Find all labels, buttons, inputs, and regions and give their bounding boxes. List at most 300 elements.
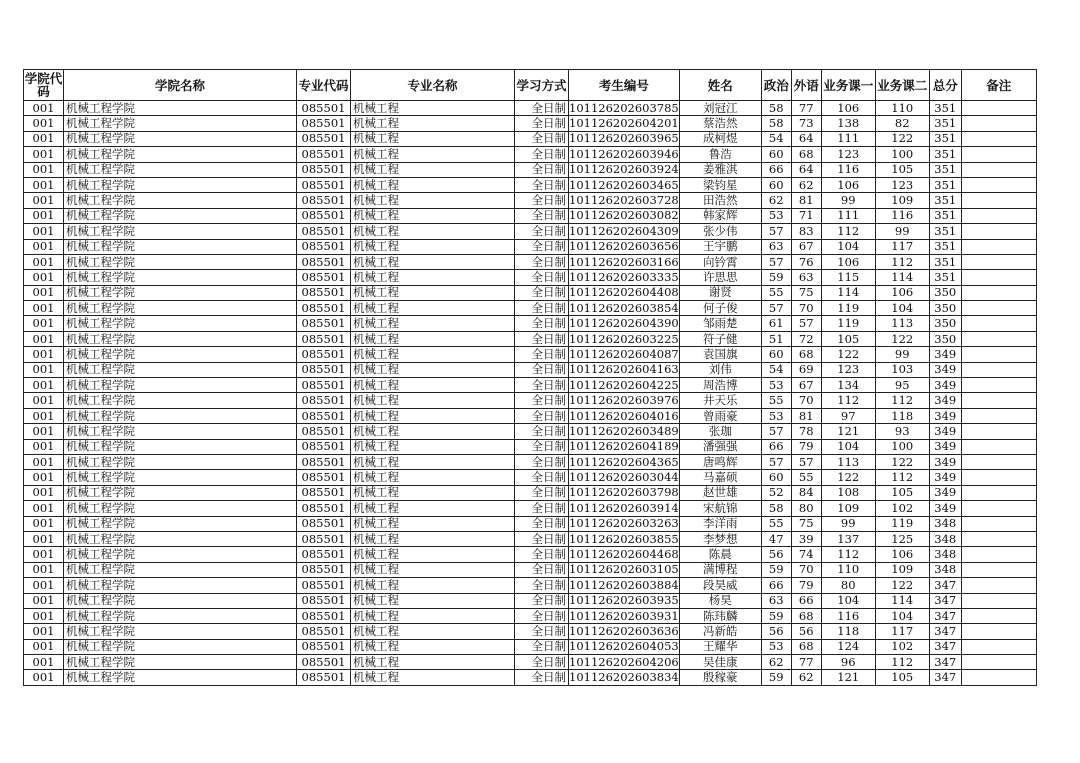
cell-college-code: 001 bbox=[24, 116, 64, 131]
cell-college-name: 机械工程学院 bbox=[64, 593, 297, 608]
cell-college-code: 001 bbox=[24, 270, 64, 285]
cell-remark bbox=[961, 177, 1036, 192]
header-course-1: 业务课一 bbox=[821, 70, 875, 101]
table-row bbox=[24, 531, 1037, 546]
cell-college-code: 001 bbox=[24, 393, 64, 408]
cell-politics: 47 bbox=[761, 531, 791, 546]
cell-major-name: 机械工程 bbox=[351, 331, 515, 346]
cell-remark bbox=[961, 285, 1036, 300]
cell-politics: 59 bbox=[761, 562, 791, 577]
cell-remark bbox=[961, 608, 1036, 623]
cell-course-2: 103 bbox=[875, 362, 929, 377]
cell-course-2: 112 bbox=[875, 655, 929, 670]
table-row bbox=[24, 116, 1037, 131]
cell-college-code: 001 bbox=[24, 547, 64, 562]
cell-politics: 60 bbox=[761, 147, 791, 162]
cell-remark bbox=[961, 501, 1036, 516]
cell-college-name: 机械工程学院 bbox=[64, 578, 297, 593]
cell-course-2: 116 bbox=[875, 208, 929, 223]
cell-study-mode: 全日制 bbox=[515, 147, 569, 162]
cell-name: 潘强强 bbox=[679, 439, 761, 454]
cell-college-code: 001 bbox=[24, 501, 64, 516]
table-row bbox=[24, 285, 1037, 300]
cell-exam-number: 101126202603855 bbox=[569, 531, 679, 546]
table-row bbox=[24, 655, 1037, 670]
cell-total: 347 bbox=[929, 578, 961, 593]
cell-total: 351 bbox=[929, 254, 961, 269]
table-row bbox=[24, 239, 1037, 254]
cell-remark bbox=[961, 439, 1036, 454]
cell-major-name: 机械工程 bbox=[351, 131, 515, 146]
cell-remark bbox=[961, 362, 1036, 377]
cell-major-code: 085501 bbox=[297, 655, 351, 670]
table-row bbox=[24, 224, 1037, 239]
cell-study-mode: 全日制 bbox=[515, 177, 569, 192]
cell-name: 宋航锦 bbox=[679, 501, 761, 516]
cell-course-1: 104 bbox=[821, 239, 875, 254]
cell-study-mode: 全日制 bbox=[515, 393, 569, 408]
cell-major-name: 机械工程 bbox=[351, 316, 515, 331]
cell-major-code: 085501 bbox=[297, 408, 351, 423]
cell-course-2: 117 bbox=[875, 239, 929, 254]
cell-course-2: 118 bbox=[875, 408, 929, 423]
cell-foreign-language: 66 bbox=[791, 593, 821, 608]
cell-total: 347 bbox=[929, 608, 961, 623]
table-row bbox=[24, 608, 1037, 623]
cell-course-2: 99 bbox=[875, 224, 929, 239]
cell-major-code: 085501 bbox=[297, 670, 351, 685]
cell-name: 成柯煜 bbox=[679, 131, 761, 146]
cell-major-name: 机械工程 bbox=[351, 193, 515, 208]
cell-course-1: 118 bbox=[821, 624, 875, 639]
cell-course-1: 108 bbox=[821, 485, 875, 500]
cell-college-name: 机械工程学院 bbox=[64, 624, 297, 639]
cell-major-code: 085501 bbox=[297, 101, 351, 116]
cell-politics: 57 bbox=[761, 224, 791, 239]
cell-major-name: 机械工程 bbox=[351, 593, 515, 608]
cell-total: 351 bbox=[929, 116, 961, 131]
cell-politics: 59 bbox=[761, 270, 791, 285]
cell-college-code: 001 bbox=[24, 316, 64, 331]
cell-course-1: 99 bbox=[821, 516, 875, 531]
cell-foreign-language: 62 bbox=[791, 670, 821, 685]
cell-name: 唐鸣辉 bbox=[679, 454, 761, 469]
cell-study-mode: 全日制 bbox=[515, 608, 569, 623]
cell-politics: 66 bbox=[761, 439, 791, 454]
cell-politics: 51 bbox=[761, 331, 791, 346]
cell-course-2: 112 bbox=[875, 393, 929, 408]
cell-course-1: 99 bbox=[821, 193, 875, 208]
cell-politics: 66 bbox=[761, 162, 791, 177]
cell-course-2: 105 bbox=[875, 485, 929, 500]
cell-course-1: 119 bbox=[821, 316, 875, 331]
cell-total: 351 bbox=[929, 177, 961, 192]
cell-name: 张少伟 bbox=[679, 224, 761, 239]
cell-study-mode: 全日制 bbox=[515, 331, 569, 346]
cell-remark bbox=[961, 101, 1036, 116]
cell-remark bbox=[961, 424, 1036, 439]
cell-total: 351 bbox=[929, 224, 961, 239]
cell-exam-number: 101126202604390 bbox=[569, 316, 679, 331]
cell-study-mode: 全日制 bbox=[515, 378, 569, 393]
cell-course-2: 112 bbox=[875, 254, 929, 269]
cell-college-code: 001 bbox=[24, 655, 64, 670]
cell-politics: 56 bbox=[761, 547, 791, 562]
cell-politics: 56 bbox=[761, 624, 791, 639]
cell-study-mode: 全日制 bbox=[515, 193, 569, 208]
cell-politics: 57 bbox=[761, 301, 791, 316]
cell-foreign-language: 55 bbox=[791, 470, 821, 485]
cell-course-2: 102 bbox=[875, 501, 929, 516]
cell-college-name: 机械工程学院 bbox=[64, 470, 297, 485]
cell-major-name: 机械工程 bbox=[351, 516, 515, 531]
cell-remark bbox=[961, 301, 1036, 316]
cell-course-2: 122 bbox=[875, 331, 929, 346]
cell-total: 348 bbox=[929, 531, 961, 546]
cell-course-2: 95 bbox=[875, 378, 929, 393]
cell-total: 349 bbox=[929, 362, 961, 377]
header-exam-number: 考生编号 bbox=[569, 70, 680, 101]
cell-foreign-language: 63 bbox=[791, 270, 821, 285]
table-row bbox=[24, 131, 1037, 146]
cell-major-name: 机械工程 bbox=[351, 224, 515, 239]
cell-study-mode: 全日制 bbox=[515, 485, 569, 500]
cell-study-mode: 全日制 bbox=[515, 162, 569, 177]
cell-study-mode: 全日制 bbox=[515, 254, 569, 269]
cell-college-code: 001 bbox=[24, 193, 64, 208]
table-row bbox=[24, 378, 1037, 393]
table-row bbox=[24, 593, 1037, 608]
cell-major-code: 085501 bbox=[297, 224, 351, 239]
cell-college-code: 001 bbox=[24, 516, 64, 531]
cell-major-name: 机械工程 bbox=[351, 285, 515, 300]
cell-course-1: 112 bbox=[821, 224, 875, 239]
table-row bbox=[24, 439, 1037, 454]
cell-remark bbox=[961, 239, 1036, 254]
cell-major-code: 085501 bbox=[297, 301, 351, 316]
cell-name: 满博程 bbox=[679, 562, 761, 577]
cell-course-1: 112 bbox=[821, 393, 875, 408]
cell-major-code: 085501 bbox=[297, 177, 351, 192]
table-row bbox=[24, 101, 1037, 116]
cell-politics: 60 bbox=[761, 177, 791, 192]
cell-study-mode: 全日制 bbox=[515, 547, 569, 562]
cell-politics: 53 bbox=[761, 639, 791, 654]
cell-major-code: 085501 bbox=[297, 316, 351, 331]
cell-name: 吴佳康 bbox=[679, 655, 761, 670]
cell-remark bbox=[961, 485, 1036, 500]
cell-major-code: 085501 bbox=[297, 531, 351, 546]
cell-total: 351 bbox=[929, 131, 961, 146]
cell-exam-number: 101126202604201 bbox=[569, 116, 679, 131]
cell-remark bbox=[961, 562, 1036, 577]
cell-college-code: 001 bbox=[24, 485, 64, 500]
table-row bbox=[24, 162, 1037, 177]
cell-politics: 58 bbox=[761, 116, 791, 131]
cell-college-code: 001 bbox=[24, 147, 64, 162]
cell-major-code: 085501 bbox=[297, 347, 351, 362]
cell-remark bbox=[961, 162, 1036, 177]
cell-exam-number: 101126202603044 bbox=[569, 470, 679, 485]
cell-exam-number: 101126202604087 bbox=[569, 346, 679, 361]
cell-study-mode: 全日制 bbox=[515, 224, 569, 239]
cell-study-mode: 全日制 bbox=[515, 316, 569, 331]
cell-course-1: 112 bbox=[821, 547, 875, 562]
cell-course-1: 114 bbox=[821, 285, 875, 300]
cell-total: 351 bbox=[929, 147, 961, 162]
cell-remark bbox=[961, 578, 1036, 593]
cell-foreign-language: 79 bbox=[791, 578, 821, 593]
cell-college-name: 机械工程学院 bbox=[64, 147, 297, 162]
cell-remark bbox=[961, 655, 1036, 670]
cell-foreign-language: 64 bbox=[791, 162, 821, 177]
cell-exam-number: 101126202603931 bbox=[569, 608, 679, 623]
cell-course-1: 122 bbox=[821, 470, 875, 485]
cell-college-name: 机械工程学院 bbox=[64, 193, 297, 208]
header-college-code: 学院代码 bbox=[24, 71, 63, 99]
cell-course-2: 105 bbox=[875, 162, 929, 177]
cell-college-name: 机械工程学院 bbox=[64, 516, 297, 531]
cell-politics: 63 bbox=[761, 593, 791, 608]
cell-college-code: 001 bbox=[24, 331, 64, 346]
cell-foreign-language: 57 bbox=[791, 316, 821, 331]
cell-total: 349 bbox=[929, 454, 961, 469]
table-row bbox=[24, 347, 1037, 362]
cell-college-name: 机械工程学院 bbox=[64, 177, 297, 192]
cell-major-name: 机械工程 bbox=[351, 501, 515, 516]
cell-course-1: 134 bbox=[821, 378, 875, 393]
cell-politics: 66 bbox=[761, 578, 791, 593]
cell-name: 李洋雨 bbox=[679, 516, 761, 531]
cell-major-code: 085501 bbox=[297, 193, 351, 208]
cell-total: 350 bbox=[929, 285, 961, 300]
cell-college-code: 001 bbox=[24, 301, 64, 316]
cell-course-1: 116 bbox=[821, 162, 875, 177]
cell-exam-number: 101126202603924 bbox=[569, 162, 679, 177]
cell-college-code: 001 bbox=[24, 531, 64, 546]
cell-course-2: 113 bbox=[875, 316, 929, 331]
cell-exam-number: 101126202603914 bbox=[569, 500, 679, 515]
cell-study-mode: 全日制 bbox=[515, 301, 569, 316]
cell-remark bbox=[961, 454, 1036, 469]
cell-foreign-language: 75 bbox=[791, 516, 821, 531]
cell-foreign-language: 56 bbox=[791, 624, 821, 639]
cell-remark bbox=[961, 347, 1036, 362]
cell-politics: 61 bbox=[761, 316, 791, 331]
cell-remark bbox=[961, 331, 1036, 346]
cell-course-2: 123 bbox=[875, 177, 929, 192]
cell-major-name: 机械工程 bbox=[351, 208, 515, 223]
cell-remark bbox=[961, 624, 1036, 639]
cell-foreign-language: 77 bbox=[791, 655, 821, 670]
cell-major-name: 机械工程 bbox=[351, 470, 515, 485]
cell-course-1: 105 bbox=[821, 331, 875, 346]
cell-exam-number: 101126202603965 bbox=[569, 131, 679, 146]
cell-exam-number: 101126202603636 bbox=[569, 623, 679, 638]
cell-study-mode: 全日制 bbox=[515, 655, 569, 670]
header-study-mode: 学习方式 bbox=[515, 70, 569, 101]
cell-study-mode: 全日制 bbox=[515, 101, 569, 116]
cell-foreign-language: 84 bbox=[791, 485, 821, 500]
cell-major-name: 机械工程 bbox=[351, 547, 515, 562]
cell-major-code: 085501 bbox=[297, 378, 351, 393]
cell-remark bbox=[961, 670, 1036, 685]
cell-college-code: 001 bbox=[24, 562, 64, 577]
cell-course-2: 117 bbox=[875, 624, 929, 639]
cell-politics: 60 bbox=[761, 347, 791, 362]
cell-course-1: 80 bbox=[821, 578, 875, 593]
cell-major-name: 机械工程 bbox=[351, 562, 515, 577]
cell-study-mode: 全日制 bbox=[515, 208, 569, 223]
table-row bbox=[24, 193, 1037, 208]
header-foreign-language: 外语 bbox=[791, 70, 821, 101]
cell-study-mode: 全日制 bbox=[515, 454, 569, 469]
cell-college-name: 机械工程学院 bbox=[64, 224, 297, 239]
cell-exam-number: 101126202603785 bbox=[569, 100, 679, 115]
cell-major-code: 085501 bbox=[297, 439, 351, 454]
cell-remark bbox=[961, 193, 1036, 208]
cell-politics: 62 bbox=[761, 655, 791, 670]
table-row bbox=[24, 208, 1037, 223]
table-row bbox=[24, 470, 1037, 485]
cell-name: 冯新皓 bbox=[679, 624, 761, 639]
cell-study-mode: 全日制 bbox=[515, 470, 569, 485]
cell-college-code: 001 bbox=[24, 254, 64, 269]
cell-politics: 53 bbox=[761, 208, 791, 223]
cell-college-name: 机械工程学院 bbox=[64, 347, 297, 362]
cell-foreign-language: 73 bbox=[791, 116, 821, 131]
cell-name: 曾雨豪 bbox=[679, 408, 761, 423]
cell-name: 周浩博 bbox=[679, 378, 761, 393]
cell-exam-number: 101126202604225 bbox=[569, 377, 679, 392]
cell-major-code: 085501 bbox=[297, 285, 351, 300]
cell-college-code: 001 bbox=[24, 439, 64, 454]
cell-college-name: 机械工程学院 bbox=[64, 316, 297, 331]
cell-exam-number: 101126202603465 bbox=[569, 177, 679, 192]
cell-politics: 62 bbox=[761, 193, 791, 208]
cell-name: 符子健 bbox=[679, 331, 761, 346]
admission-score-table bbox=[23, 69, 1037, 686]
cell-course-1: 138 bbox=[821, 116, 875, 131]
cell-major-code: 085501 bbox=[297, 208, 351, 223]
cell-major-code: 085501 bbox=[297, 147, 351, 162]
cell-foreign-language: 70 bbox=[791, 562, 821, 577]
cell-course-1: 123 bbox=[821, 147, 875, 162]
cell-major-code: 085501 bbox=[297, 608, 351, 623]
table-row bbox=[24, 624, 1037, 639]
cell-total: 349 bbox=[929, 408, 961, 423]
cell-major-code: 085501 bbox=[297, 331, 351, 346]
cell-course-1: 106 bbox=[821, 101, 875, 116]
cell-course-1: 119 bbox=[821, 301, 875, 316]
cell-name: 蔡浩然 bbox=[679, 116, 761, 131]
cell-major-name: 机械工程 bbox=[351, 439, 515, 454]
cell-college-name: 机械工程学院 bbox=[64, 331, 297, 346]
cell-course-1: 122 bbox=[821, 347, 875, 362]
cell-foreign-language: 71 bbox=[791, 208, 821, 223]
cell-major-name: 机械工程 bbox=[351, 270, 515, 285]
cell-study-mode: 全日制 bbox=[515, 593, 569, 608]
cell-major-name: 机械工程 bbox=[351, 239, 515, 254]
header-total: 总分 bbox=[929, 70, 961, 101]
cell-college-code: 001 bbox=[24, 362, 64, 377]
cell-exam-number: 101126202604309 bbox=[569, 223, 679, 238]
cell-major-code: 085501 bbox=[297, 547, 351, 562]
cell-name: 井天乐 bbox=[679, 393, 761, 408]
header-name: 姓名 bbox=[679, 70, 761, 101]
cell-name: 段昊威 bbox=[679, 578, 761, 593]
cell-major-name: 机械工程 bbox=[351, 624, 515, 639]
cell-foreign-language: 68 bbox=[791, 639, 821, 654]
cell-foreign-language: 75 bbox=[791, 285, 821, 300]
cell-course-2: 114 bbox=[875, 270, 929, 285]
cell-politics: 60 bbox=[761, 470, 791, 485]
cell-college-name: 机械工程学院 bbox=[64, 254, 297, 269]
cell-course-2: 104 bbox=[875, 608, 929, 623]
cell-exam-number: 101126202604408 bbox=[569, 285, 679, 300]
cell-foreign-language: 83 bbox=[791, 224, 821, 239]
cell-exam-number: 101126202603335 bbox=[569, 269, 679, 284]
cell-major-code: 085501 bbox=[297, 393, 351, 408]
cell-name: 梁钧星 bbox=[679, 177, 761, 192]
cell-name: 王宇鹏 bbox=[679, 239, 761, 254]
cell-total: 349 bbox=[929, 501, 961, 516]
cell-politics: 57 bbox=[761, 454, 791, 469]
cell-college-code: 001 bbox=[24, 593, 64, 608]
cell-college-code: 001 bbox=[24, 408, 64, 423]
cell-total: 349 bbox=[929, 439, 961, 454]
cell-major-code: 085501 bbox=[297, 562, 351, 577]
cell-politics: 58 bbox=[761, 101, 791, 116]
cell-college-name: 机械工程学院 bbox=[64, 162, 297, 177]
cell-course-1: 113 bbox=[821, 454, 875, 469]
table-row bbox=[24, 562, 1037, 577]
cell-course-1: 111 bbox=[821, 208, 875, 223]
cell-major-name: 机械工程 bbox=[351, 639, 515, 654]
cell-total: 351 bbox=[929, 208, 961, 223]
table-row bbox=[24, 424, 1037, 439]
cell-politics: 55 bbox=[761, 393, 791, 408]
cell-course-2: 104 bbox=[875, 301, 929, 316]
cell-course-1: 106 bbox=[821, 177, 875, 192]
cell-exam-number: 101126202603976 bbox=[569, 393, 679, 408]
cell-college-name: 机械工程学院 bbox=[64, 301, 297, 316]
cell-study-mode: 全日制 bbox=[515, 578, 569, 593]
cell-major-code: 085501 bbox=[297, 639, 351, 654]
cell-remark bbox=[961, 547, 1036, 562]
cell-remark bbox=[961, 593, 1036, 608]
cell-politics: 53 bbox=[761, 378, 791, 393]
cell-exam-number: 101126202603225 bbox=[569, 331, 679, 346]
cell-major-name: 机械工程 bbox=[351, 116, 515, 131]
cell-course-1: 116 bbox=[821, 608, 875, 623]
cell-course-2: 105 bbox=[875, 670, 929, 685]
cell-college-code: 001 bbox=[24, 239, 64, 254]
cell-remark bbox=[961, 147, 1036, 162]
cell-college-code: 001 bbox=[24, 378, 64, 393]
cell-major-name: 机械工程 bbox=[351, 362, 515, 377]
cell-name: 袁国旗 bbox=[679, 347, 761, 362]
cell-study-mode: 全日制 bbox=[515, 239, 569, 254]
cell-politics: 54 bbox=[761, 131, 791, 146]
cell-course-2: 119 bbox=[875, 516, 929, 531]
cell-remark bbox=[961, 516, 1036, 531]
header-politics: 政治 bbox=[761, 70, 791, 101]
cell-college-code: 001 bbox=[24, 347, 64, 362]
cell-college-name: 机械工程学院 bbox=[64, 454, 297, 469]
cell-total: 349 bbox=[929, 424, 961, 439]
cell-college-name: 机械工程学院 bbox=[64, 547, 297, 562]
